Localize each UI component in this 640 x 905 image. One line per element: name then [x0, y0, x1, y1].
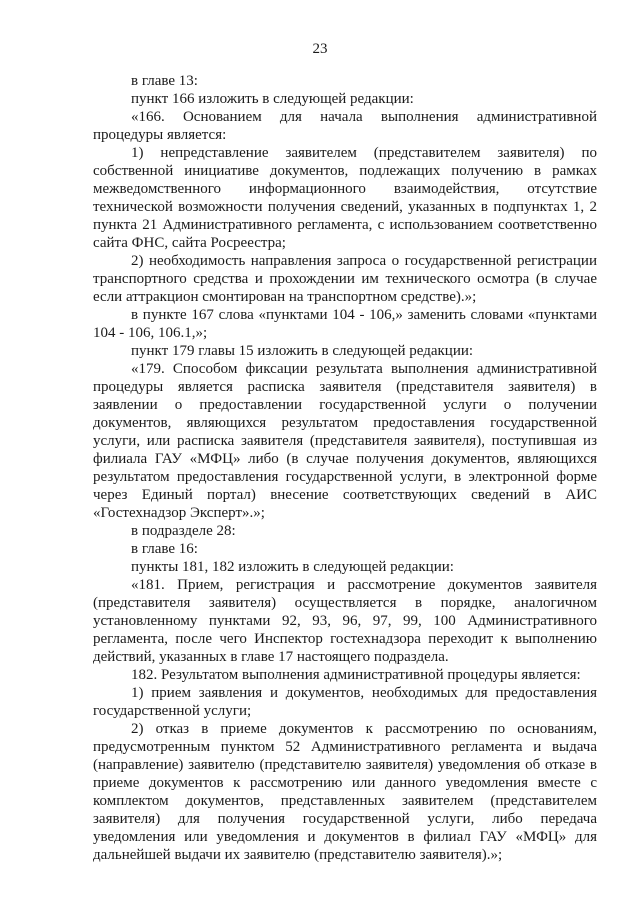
page-number: 23 — [312, 41, 328, 57]
paragraph: в подразделе 28: — [131, 523, 236, 539]
paragraph: 2) отказ в приеме документов к рассмотрению по основаниям, предусмотренным пунктом 52 Административного регламента и выдача (направление) заявителю (представителю заявителя) уведомления об отказе в приеме документов к рассмотрению или данного уведомления вместе с комплектом документов, представленных заявителем (представителем заявителя) для получения государственной услуги, либо передача уведомления или уведомления и документов в филиал ГАУ «МФЦ» для дальнейшей выдачи их заявителю (представителю заявителя).»; — [93, 721, 597, 863]
paragraph: в главе 16: — [131, 541, 198, 557]
paragraph: 2) необходимость направления запроса о государственной регистрации транспортного средства и прохождении им технического осмотра (в случае если аттракцион смонтирован на транспортном средстве).»; — [93, 253, 597, 305]
document-body — [93, 72, 597, 864]
paragraph: пункт 179 главы 15 изложить в следующей редакции: — [131, 343, 474, 359]
paragraph: в главе 13: — [131, 73, 198, 89]
paragraph: пункт 166 изложить в следующей редакции: — [131, 91, 414, 107]
paragraph: «166. Основанием для начала выполнения административной процедуры является: — [93, 109, 597, 143]
paragraph: пункты 181, 182 изложить в следующей редакции: — [131, 559, 454, 575]
paragraph: «179. Способом фиксации результата выполнения административной процедуры является расписка заявителя (представителя заявителя) в заявлении о предоставлении государственной услуги о получении документов, являющихся результатом предоставления государственной услуги, или расписка заявителя (представителя заявителя), поступившая из филиала ГАУ «МФЦ» либо (в случае получения документов, являющихся результатом предоставления государственной услуги, в электронной форме через Единый портал) внесение соответствующих сведений в АИС «Гостехнадзор Эксперт».»; — [93, 361, 597, 521]
paragraph: в пункте 167 слова «пунктами 104 - 106,» заменить словами «пунктами 104 - 106, 106.1,»; — [93, 307, 597, 341]
paragraph: 1) непредставление заявителем (представителем заявителя) по собственной инициативе документов, подлежащих получению в рамках межведомственного информационного взаимодействия, отсутствие технической возможности получения сведений, указанных в подпунктах 1, 2 пункта 21 Административного регламента, с использованием соответственно сайта ФНС, сайта Росреестра; — [93, 145, 597, 251]
paragraph: 182. Результатом выполнения административной процедуры является: — [131, 667, 581, 683]
paragraph: 1) прием заявления и документов, необходимых для предоставления государственной услуги; — [93, 685, 597, 719]
paragraph: «181. Прием, регистрация и рассмотрение документов заявителя (представителя заявителя) осуществляется в порядке, аналогичном установленному пунктами 92, 93, 96, 97, 99, 100 Административного регламента, после чего Инспектор гостехнадзора переходит к выполнению действий, указанных в главе 17 настоящего подраздела. — [93, 577, 597, 665]
